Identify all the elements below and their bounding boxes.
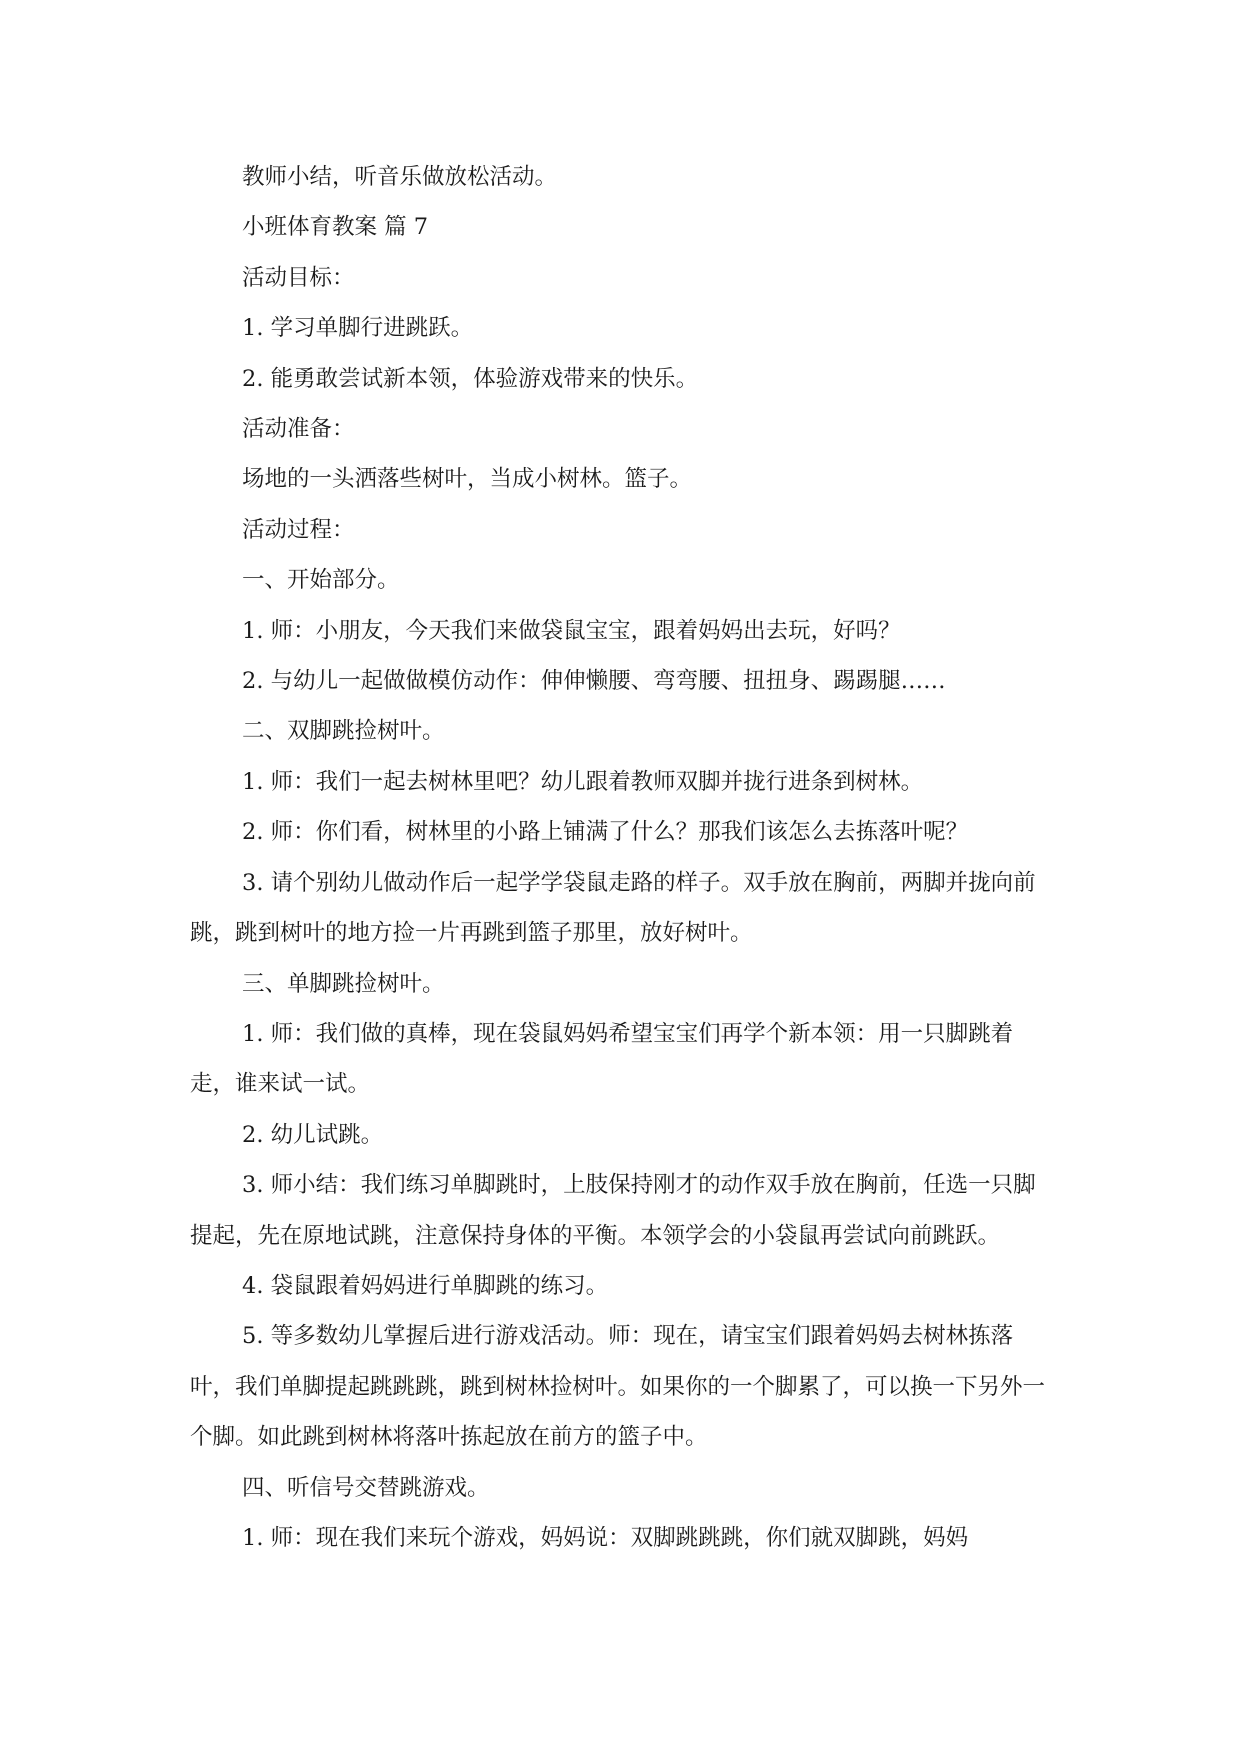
step-paragraph: 1. 师：我们做的真棒，现在袋鼠妈妈希望宝宝们再学个新本领：用一只脚跳着走，谁来试一试。 (190, 1020, 1014, 1098)
step-paragraph: 1. 师：我们一起去树林里吧？幼儿跟着教师双脚并拢行进条到树林。 (242, 768, 924, 795)
step-paragraph: 1. 师：小朋友，今天我们来做袋鼠宝宝，跟着妈妈出去玩，好吗？ (242, 617, 901, 644)
step-paragraph: 2. 幼儿试跳。 (242, 1121, 384, 1148)
goals-heading: 活动目标： (242, 264, 355, 291)
preparation-heading: 活动准备： (242, 416, 355, 443)
step-paragraph: 3. 请个别幼儿做动作后一起学学袋鼠走路的样子。双手放在胸前，两脚并拢向前跳，跳到树叶的地方捡一片再跳到篮子那里，放好树叶。 (190, 869, 1036, 947)
section-title: 小班体育教案 篇 7 (242, 214, 429, 241)
summary-paragraph: 教师小结，听音乐做放松活动。 (242, 164, 558, 190)
step-paragraph: 3. 师小结：我们练习单脚跳时，上肢保持刚才的动作双手放在胸前，任选一只脚提起，先在原地试跳，注意保持身体的平衡。本领学会的小袋鼠再尝试向前跳跃。 (190, 1172, 1036, 1249)
step-paragraph: 5. 等多数幼儿掌握后进行游戏活动。师：现在，请宝宝们跟着妈妈去树林拣落叶，我们单脚提起跳跳跳，跳到树林捡树叶。如果你的一个脚累了，可以换一下另外一个脚。如此跳到树林将落叶拣起放在前方的篮子中。 (190, 1323, 1046, 1451)
preparation-text: 场地的一头洒落些树叶，当成小树林。篮子。 (242, 466, 693, 493)
process-heading: 活动过程： (242, 516, 355, 543)
step-paragraph: 2. 与幼儿一起做做模仿动作：伸伸懒腰、弯弯腰、扭扭身、踢踢腿…… (242, 668, 946, 695)
goal-item: 2. 能勇敢尝试新本领，体验游戏带来的快乐。 (242, 365, 699, 392)
step-paragraph: 2. 师：你们看，树林里的小路上铺满了什么？那我们该怎么去拣落叶呢？ (242, 819, 969, 846)
part-heading: 二、双脚跳捡树叶。 (242, 718, 445, 745)
document-page (190, 152, 1052, 1563)
part-heading: 一、开始部分。 (242, 567, 400, 594)
part-heading: 三、单脚跳捡树叶。 (242, 970, 445, 997)
goal-item: 1. 学习单脚行进跳跃。 (242, 315, 474, 342)
step-paragraph: 4. 袋鼠跟着妈妈进行单脚跳的练习。 (242, 1272, 609, 1299)
step-paragraph: 1. 师：现在我们来玩个游戏，妈妈说：双脚跳跳跳，你们就双脚跳，妈妈 (242, 1524, 969, 1551)
part-heading: 四、听信号交替跳游戏。 (242, 1474, 490, 1501)
